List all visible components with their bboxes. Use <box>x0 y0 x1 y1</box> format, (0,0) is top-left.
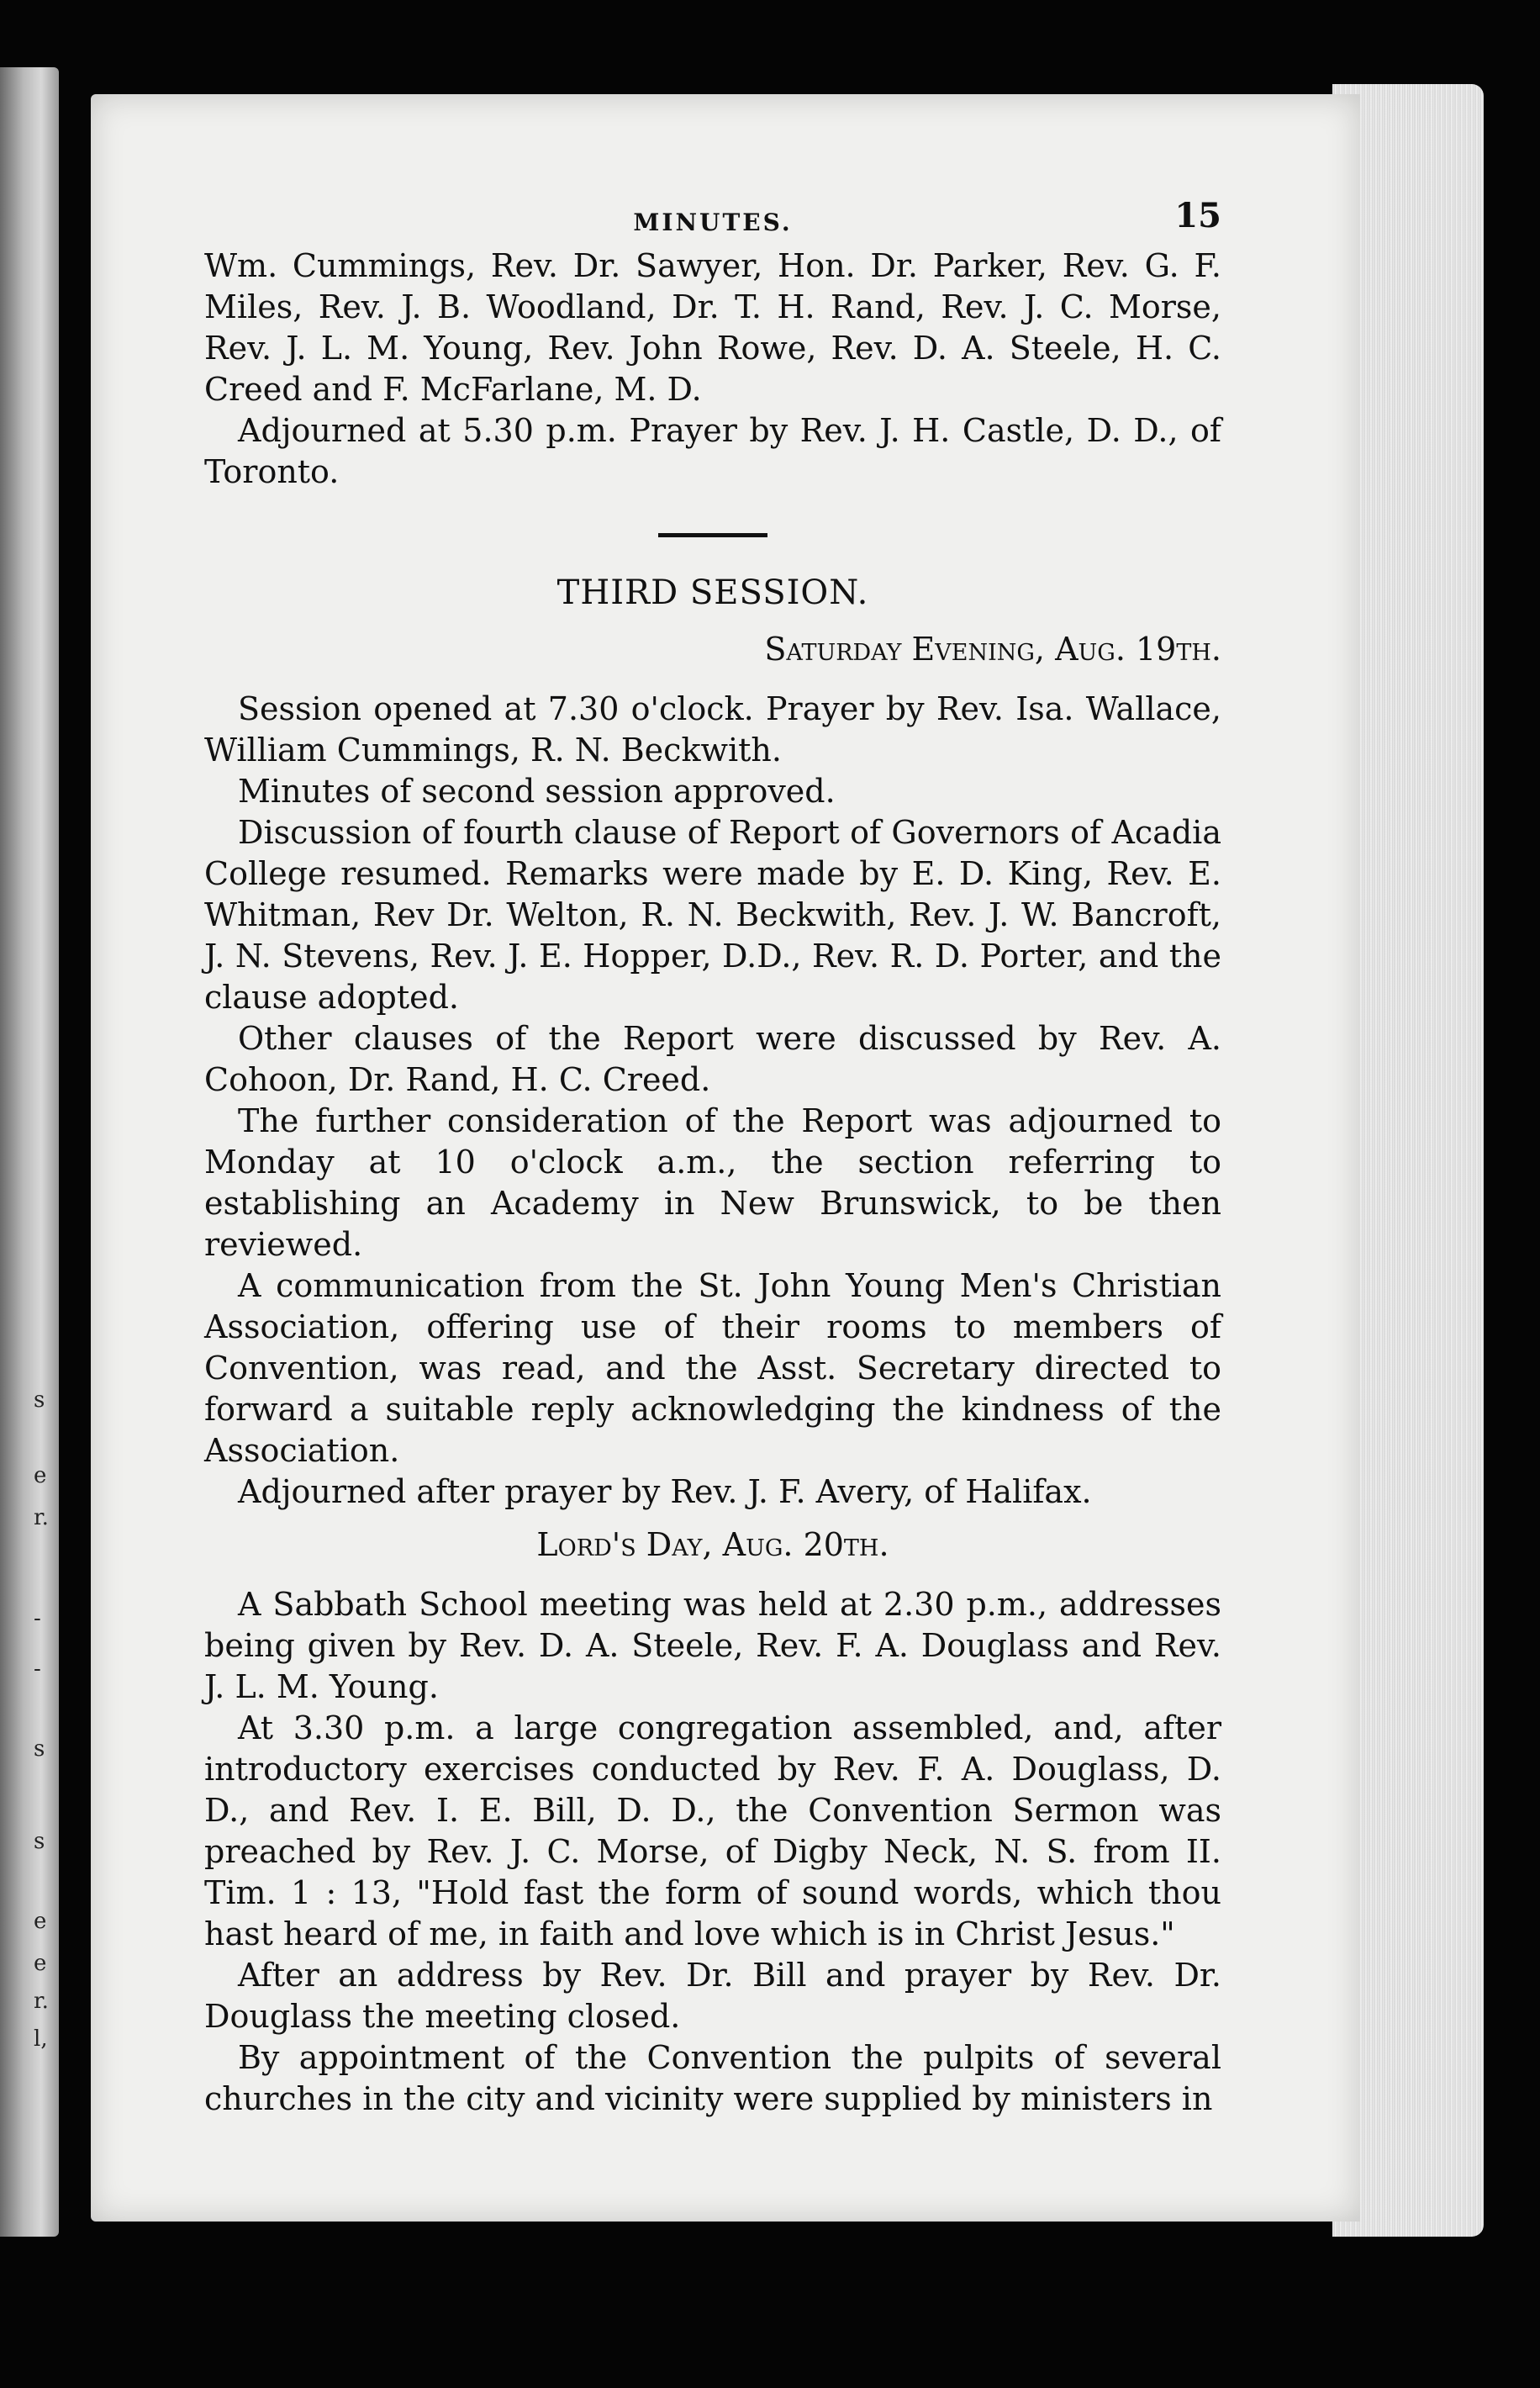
minutes-paragraph: The further consideration of the Report was adjourned to Monday at 10 o'clock a.m., the section referring to establishing an Academy in New Brunswick, to be then reviewed. <box>204 1102 1221 1263</box>
attendee-list-paragraph: Wm. Cummings, Rev. Dr. Sawyer, Hon. Dr. Parker, Rev. G. F. Miles, Rev. J. B. Woodland, Dr. T. H. Rand, Rev. J. C. Morse, Rev. J. L. M. Young, Rev. John Rowe, Rev. D. A. Steele, H. C. Creed and F. McFarlane, M. D. <box>204 247 1221 408</box>
margin-fragment: l, <box>34 2026 48 2052</box>
margin-fragment: e <box>34 1463 47 1488</box>
minutes-paragraph: Adjourned after prayer by Rev. J. F. Avery, of Halifax. <box>238 1473 1092 1510</box>
minutes-paragraph: Discussion of fourth clause of Report of Governors of Acadia College resumed. Remarks were made by E. D. King, Rev. E. Whitman, Rev Dr. Welton, R. N. Beckwith, Rev. J. W. Bancroft, J. N. Stevens, Rev. J. E. Hopper, D.D., Rev. R. D. Porter, and the clause adopted. <box>204 814 1221 1016</box>
page-number: 15 <box>1174 196 1221 235</box>
minutes-paragraph: At 3.30 p.m. a large congregation assembled, and, after introductory exercises conducted by Rev. F. A. Douglass, D. D., and Rev. I. E. Bill, D. D., the Convention Sermon was preached by Rev. J. C. Morse, of Digby Neck, N. S. from II. Tim. 1 : 13, "Hold fast the form of sound words, which thou hast heard of me, in faith and love which is in Christ Jesus." <box>204 1709 1221 1952</box>
running-head <box>204 195 1221 246</box>
minutes-paragraph: Minutes of second session approved. <box>238 773 836 810</box>
minutes-paragraph: A communication from the St. John Young Men's Christian Association, offering use of their rooms to members of Convention, was read, and the Asst. Secretary directed to forward a suitable reply acknowledging the kindness of the Association. <box>204 1267 1221 1469</box>
minutes-paragraph: Other clauses of the Report were discussed by Rev. A. Cohoon, Dr. Rand, H. C. Creed. <box>204 1020 1221 1098</box>
session-dateline: Saturday Evening, Aug. 19th. <box>764 631 1221 668</box>
minutes-paragraph: After an address by Rev. Dr. Bill and prayer by Rev. Dr. Douglass the meeting closed. <box>204 1957 1221 2035</box>
running-title: MINUTES. <box>633 209 793 236</box>
margin-fragment: e <box>34 1951 47 1976</box>
minutes-paragraph: A Sabbath School meeting was held at 2.30 p.m., addresses being given by Rev. D. A. Steele, Rev. F. A. Douglass and Rev. J. L. M. Young. <box>204 1586 1221 1705</box>
margin-fragment: e <box>34 1909 47 1934</box>
margin-fragment: s <box>34 1387 45 1413</box>
margin-fragment: s <box>34 1829 45 1854</box>
margin-fragment: r. <box>34 1505 49 1530</box>
session-heading: THIRD SESSION. <box>556 573 869 612</box>
previous-page-edge <box>0 67 59 2237</box>
margin-fragment: s <box>34 1736 45 1762</box>
page-content <box>204 195 1221 2120</box>
lords-day-dateline: Lord's Day, Aug. 20th. <box>536 1526 889 1563</box>
minutes-paragraph: Session opened at 7.30 o'clock. Prayer by Rev. Isa. Wallace, William Cummings, R. N. Beckwith. <box>204 690 1221 769</box>
adjournment-paragraph: Adjourned at 5.30 p.m. Prayer by Rev. J. H. Castle, D. D., of Toronto. <box>204 412 1221 490</box>
margin-fragment: - <box>34 1656 41 1682</box>
margin-fragment: r. <box>34 1989 49 2014</box>
section-divider <box>658 533 767 537</box>
book-page <box>91 94 1360 2222</box>
minutes-paragraph: By appointment of the Convention the pulpits of several churches in the city and vicinity were supplied by ministers in <box>204 2039 1221 2117</box>
margin-fragment: - <box>34 1606 41 1631</box>
